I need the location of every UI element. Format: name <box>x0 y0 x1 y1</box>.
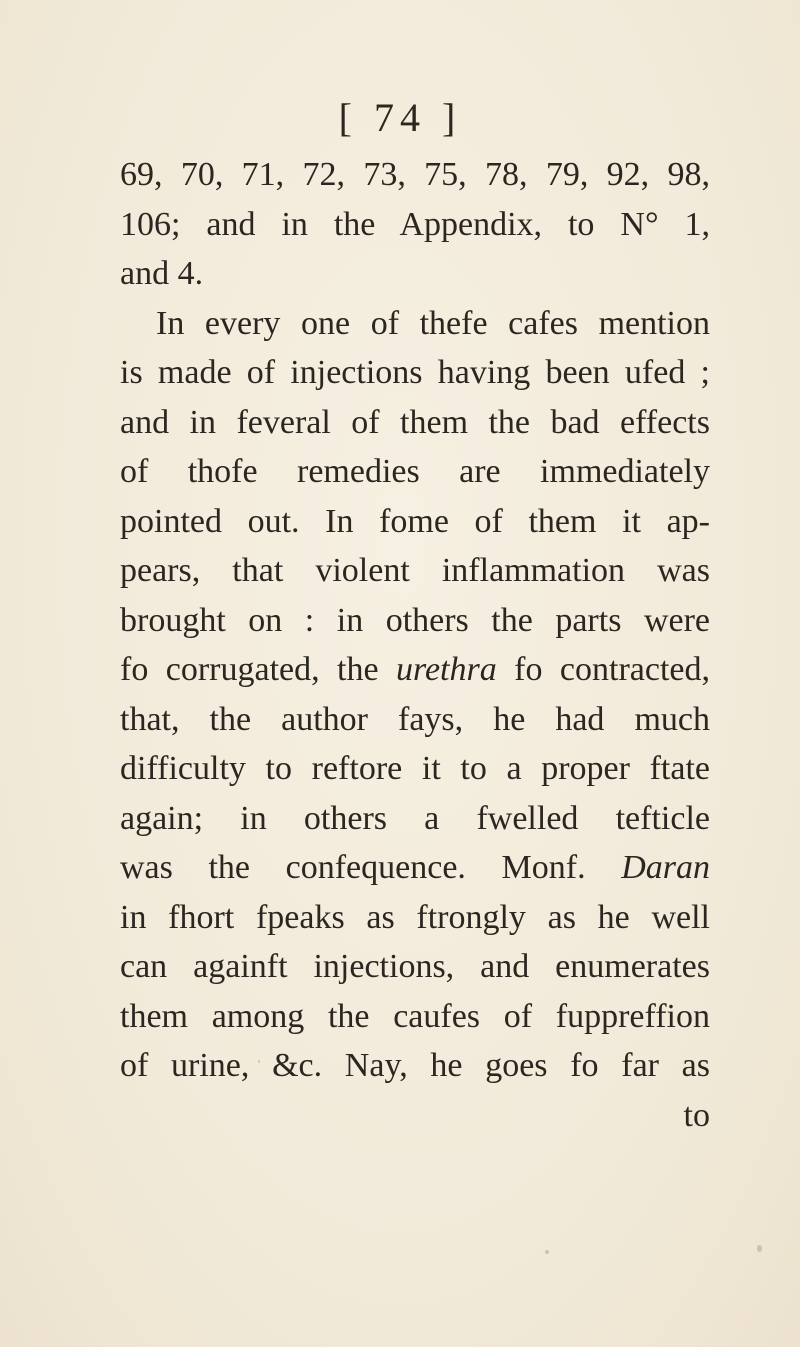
text-line-8: pointed out. In fome of them it ap- <box>120 502 710 540</box>
text-line-14: again; in others a fwelled tefticle <box>120 799 710 837</box>
paper-speck <box>757 1245 762 1252</box>
text-line-2: 106; and in the Appendix, to N° 1, <box>120 205 710 243</box>
text-line-15-part-1: was the confequence. Monf. <box>120 849 586 886</box>
text-line-1: 69, 70, 71, 72, 73, 75, 78, 79, 92, 98, <box>120 156 710 193</box>
text-line-13: difficulty to reftore it to a proper ftate <box>120 750 710 787</box>
paper-speck <box>258 1060 260 1063</box>
text-line-11 <box>120 645 710 695</box>
text-line-6: and in feveral of them the bad effects <box>120 403 710 441</box>
text-line-9: pears, that violent inflammation was <box>120 552 710 589</box>
text-line-19: of urine, &c. Nay, he goes fo far as <box>120 1047 710 1084</box>
text-line-12: that, the author fays, he had much <box>120 700 710 738</box>
text-line-11-part-1: fo corrugated, the <box>120 651 379 688</box>
text-line-17: can againft injections, and enumerates <box>120 948 710 985</box>
text-line-18: them among the caufes of fuppreffion <box>120 997 710 1035</box>
text-line-16: in fhort fpeaks as ftrongly as he well <box>120 898 710 936</box>
italic-word-daran: Daran <box>621 849 711 886</box>
text-line-7: of thofe remedies are immediately <box>120 453 710 490</box>
body-text <box>120 150 710 1140</box>
text-line-3: and 4. <box>120 255 204 292</box>
page-number: [ 74 ] <box>338 95 462 140</box>
text-line-15 <box>120 843 710 893</box>
text-line-11-part-2: fo contracted, <box>514 651 710 688</box>
text-line-5: is made of injections having been ufed ; <box>120 354 710 391</box>
paper-speck <box>545 1250 549 1254</box>
catchword: to <box>683 1096 710 1134</box>
italic-word-urethra: urethra <box>396 651 497 688</box>
text-line-4: In every one of thefe cafes mention <box>156 304 710 342</box>
text-line-10: brought on : in others the parts were <box>120 601 710 639</box>
